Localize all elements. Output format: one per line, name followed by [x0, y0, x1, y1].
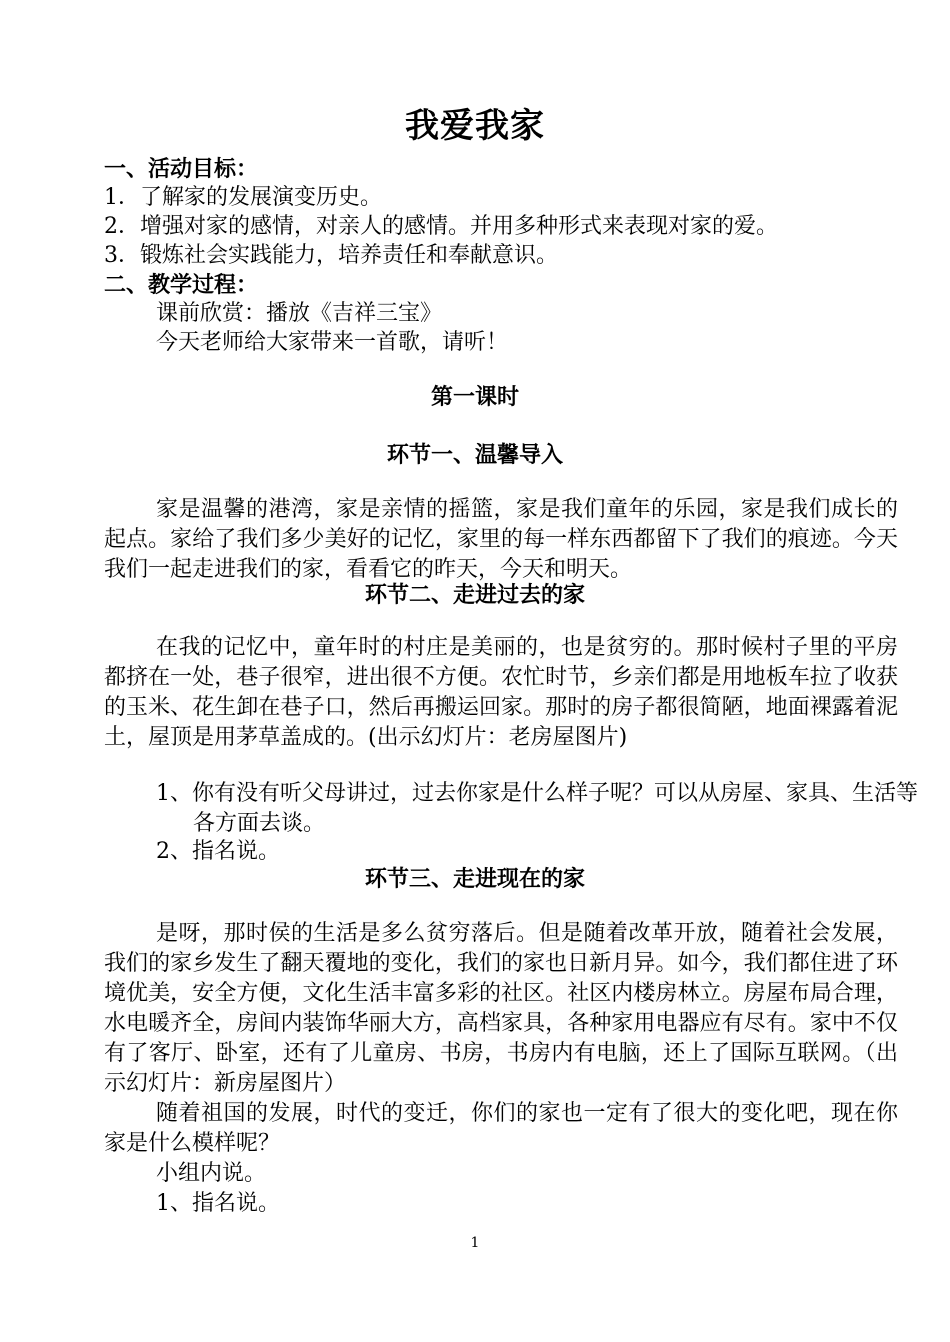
- part1-text: 家是温馨的港湾，家是亲情的摇篮，家是我们童年的乐园，家是我们成长的起点。家给了我们多少美好的记忆，家里的每一样东西都留下了我们的痕迹。今天我们一起走进我们的家，看看它的昨天，今天和明天。: [104, 497, 898, 582]
- goal-item: 3．锻炼社会实践能力，培养责任和奉献意识。: [104, 243, 558, 268]
- page-number: 1: [470, 1235, 480, 1251]
- part2-text: 在我的记忆中，童年时的村庄是美丽的，也是贫穷的。那时候村子里的平房都挤在一处，巷子很窄，进出很不方便。农忙时节，乡亲们都是用地板车拉了收获的玉米、花生卸在巷子口，然后再搬运回家。那时的房子都很简陋，地面裸露着泥土，屋顶是用茅草盖成的。(出示幻灯片：老房屋图片): [104, 635, 898, 750]
- part3-group: 小组内说。: [156, 1161, 267, 1186]
- section-heading-goals: 一、活动目标：: [104, 156, 259, 182]
- part1-heading: 环节一、温馨导入: [386, 442, 563, 468]
- part1-paragraph: [104, 495, 898, 585]
- part3-paragraph: [104, 919, 898, 1219]
- part3-text: 是呀，那时侯的生活是多么贫穷落后。但是随着改革开放，随着社会发展，我们的家乡发生了翻天覆地的变化，我们的家也日新月异。如今，我们都住进了环境优美，安全方便，文化生活丰富多彩的社区。社区内楼房林立。房屋布局合理，水电暖齐全，房间内装饰华丽大方，高档家具，各种家用电器应有尽有。家中不仅有了客厅、卧室，还有了儿童房、书房，书房内有电脑，还上了国际互联网。（出示幻灯片：新房屋图片）: [104, 921, 898, 1096]
- part2-paragraph: [104, 633, 898, 753]
- goal-item: 2．增强对家的感情，对亲人的感情。并用多种形式来表现对家的爱。: [104, 214, 778, 239]
- part2-question-1: 1、你有没有听父母讲过，过去你家是什么样子呢？可以从房屋、家具、生活等各方面去谈。: [156, 781, 918, 836]
- part3-text-2: 随着祖国的发展，时代的变迁，你们的家也一定有了很大的变化吧，现在你家是什么模样呢？: [104, 1101, 898, 1156]
- lesson-heading: 第一课时: [430, 384, 519, 410]
- part2-question-2: 2、指名说。: [156, 839, 280, 864]
- intro-line: 今天老师给大家带来一首歌，请听！: [156, 330, 509, 355]
- document-title: 我爱我家: [405, 106, 545, 146]
- part3-item-1: 1、指名说。: [156, 1191, 280, 1216]
- part3-heading: 环节三、走进现在的家: [364, 866, 585, 892]
- goal-item: 1．了解家的发展演变历史。: [104, 185, 382, 210]
- part2-heading: 环节二、走进过去的家: [364, 582, 585, 608]
- section-heading-process: 二、教学过程：: [104, 272, 259, 298]
- intro-line: 课前欣赏：播放《吉祥三宝》: [156, 301, 443, 326]
